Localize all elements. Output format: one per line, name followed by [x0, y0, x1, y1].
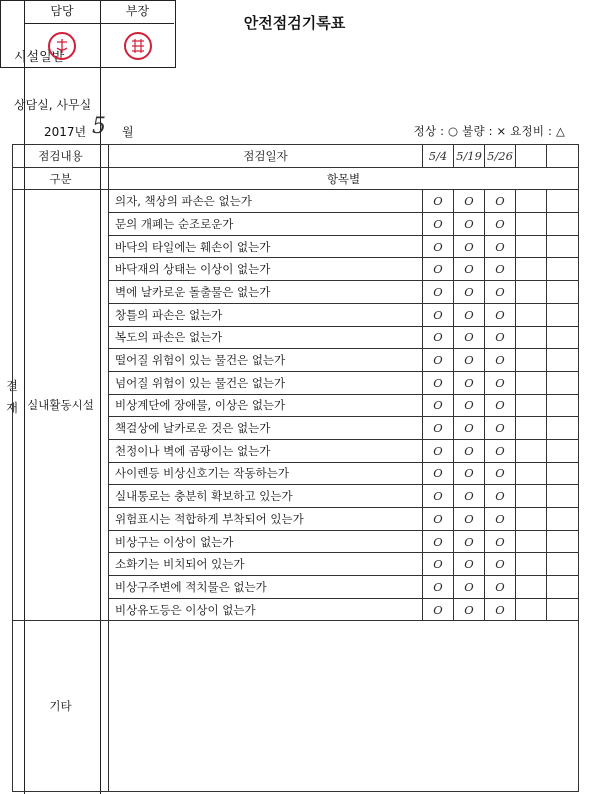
check-mark-cell: O [423, 394, 454, 417]
check-mark-cell: O [454, 576, 485, 599]
check-mark-cell: O [485, 417, 516, 440]
check-mark-cell [516, 508, 547, 531]
check-mark-cell [547, 235, 579, 258]
date-cell: 5/4 [423, 145, 454, 168]
check-mark-cell: O [485, 508, 516, 531]
section-other: 기타 [13, 621, 109, 792]
form-title: 안전점검기록표 [243, 14, 346, 32]
table-row [13, 190, 579, 213]
inspection-table [12, 144, 579, 792]
check-mark-cell: O [454, 258, 485, 281]
status-legend: 정상 : ○ 불량 : × 요정비 : △ [413, 124, 565, 138]
check-mark-cell: O [454, 190, 485, 213]
check-mark-cell: O [423, 303, 454, 326]
check-mark-cell: O [423, 598, 454, 621]
check-mark-cell: O [454, 235, 485, 258]
check-mark-cell: O [423, 281, 454, 304]
year-label: 2017년 [44, 125, 87, 139]
check-mark-cell: O [485, 190, 516, 213]
other-notes-area [109, 621, 579, 792]
check-mark-cell [547, 349, 579, 372]
checklist-item-text: 비상유도등은 이상이 없는가 [109, 598, 423, 621]
check-mark-cell [516, 190, 547, 213]
check-mark-cell: O [454, 417, 485, 440]
date-cell: 5/19 [454, 145, 485, 168]
check-mark-cell [516, 371, 547, 394]
check-mark-cell: O [423, 576, 454, 599]
check-mark-cell: O [423, 530, 454, 553]
checklist-item-text: 천정이나 벽에 곰팡이는 없는가 [109, 439, 423, 462]
check-mark-cell [516, 439, 547, 462]
check-mark-cell [547, 258, 579, 281]
manager-seal-stamp [124, 32, 152, 60]
check-mark-cell: O [454, 508, 485, 531]
check-mark-cell [516, 530, 547, 553]
check-mark-cell: O [485, 485, 516, 508]
check-mark-cell: O [485, 303, 516, 326]
check-mark-cell [516, 281, 547, 304]
checklist-item-text: 비상구는 이상이 없는가 [109, 530, 423, 553]
check-mark-cell [547, 485, 579, 508]
checklist-item-text: 복도의 파손은 없는가 [109, 326, 423, 349]
check-mark-cell: O [423, 485, 454, 508]
date-cell: 5/26 [485, 145, 516, 168]
check-mark-cell [516, 598, 547, 621]
check-mark-cell: O [454, 281, 485, 304]
check-mark-cell [516, 326, 547, 349]
checklist-item-text: 벽에 날카로운 돌출물은 없는가 [109, 281, 423, 304]
date-cell [516, 145, 547, 168]
check-mark-cell: O [454, 553, 485, 576]
check-mark-cell: O [423, 553, 454, 576]
header-row-date [13, 145, 579, 168]
check-mark-cell [516, 576, 547, 599]
checklist-item-text: 창틀의 파손은 없는가 [109, 303, 423, 326]
month-handwritten: 5 [92, 114, 106, 139]
approval-header-manager: 부장 [101, 0, 174, 24]
check-mark-cell: O [485, 371, 516, 394]
header-row-category [13, 167, 579, 190]
facility-category-label: 시설일반 [14, 50, 65, 65]
check-mark-cell: O [423, 508, 454, 531]
check-mark-cell: O [454, 485, 485, 508]
check-mark-cell [547, 213, 579, 236]
check-mark-cell: O [485, 439, 516, 462]
check-mark-cell: O [423, 326, 454, 349]
check-mark-cell: O [454, 530, 485, 553]
checklist-item-text: 책걸상에 날카로운 것은 없는가 [109, 417, 423, 440]
check-mark-cell: O [485, 598, 516, 621]
check-mark-cell: O [485, 530, 516, 553]
check-mark-cell: O [423, 190, 454, 213]
check-mark-cell: O [454, 349, 485, 372]
approval-label-char-2: 재 [6, 401, 18, 415]
check-mark-cell: O [423, 213, 454, 236]
check-mark-cell: O [485, 394, 516, 417]
check-mark-cell: O [423, 439, 454, 462]
check-mark-cell: O [423, 462, 454, 485]
check-mark-cell: O [454, 439, 485, 462]
check-mark-cell [547, 417, 579, 440]
check-mark-cell: O [423, 235, 454, 258]
check-mark-cell [516, 553, 547, 576]
check-mark-cell [516, 303, 547, 326]
checklist-item-text: 사이렌등 비상신호기는 작동하는가 [109, 462, 423, 485]
check-mark-cell: O [485, 281, 516, 304]
check-mark-cell: O [485, 553, 516, 576]
check-mark-cell [547, 439, 579, 462]
check-mark-cell [516, 417, 547, 440]
check-mark-cell: O [454, 598, 485, 621]
check-mark-cell: O [485, 326, 516, 349]
check-mark-cell [516, 349, 547, 372]
checklist-item-text: 떨어질 위험이 있는 물건은 없는가 [109, 349, 423, 372]
check-mark-cell [516, 213, 547, 236]
header-inspection-date: 점검일자 [109, 145, 423, 168]
check-mark-cell [547, 530, 579, 553]
approval-header-staff: 담당 [24, 0, 100, 24]
check-mark-cell [547, 394, 579, 417]
check-mark-cell [516, 394, 547, 417]
check-mark-cell [547, 598, 579, 621]
check-mark-cell: O [454, 326, 485, 349]
check-mark-cell: O [485, 235, 516, 258]
header-category: 구분 [13, 167, 109, 190]
checklist-item-text: 비상구주변에 적치물은 없는가 [109, 576, 423, 599]
checklist-item-text: 비상계단에 장애물, 이상은 없는가 [109, 394, 423, 417]
location-label: 상담실, 사무실 [14, 98, 92, 112]
checklist-item-text: 위험표시는 적합하게 부착되어 있는가 [109, 508, 423, 531]
check-mark-cell: O [454, 213, 485, 236]
check-mark-cell: O [423, 417, 454, 440]
month-label: 월 [122, 125, 134, 139]
check-mark-cell [547, 303, 579, 326]
check-mark-cell: O [454, 303, 485, 326]
approval-label-char-1: 결 [6, 379, 18, 393]
checklist-item-text: 의자, 책상의 파손은 없는가 [109, 190, 423, 213]
check-mark-cell [547, 553, 579, 576]
checklist-item-text: 바닥의 타일에는 훼손이 없는가 [109, 235, 423, 258]
other-section-row [13, 621, 579, 792]
check-mark-cell: O [454, 462, 485, 485]
check-mark-cell: O [454, 371, 485, 394]
check-mark-cell: O [485, 462, 516, 485]
check-mark-cell [547, 281, 579, 304]
header-items: 항목별 [109, 167, 579, 190]
check-mark-cell: O [485, 258, 516, 281]
checklist-item-text: 바닥재의 상태는 이상이 없는가 [109, 258, 423, 281]
checklist-item-text: 소화기는 비치되어 있는가 [109, 553, 423, 576]
check-mark-cell [547, 190, 579, 213]
check-mark-cell [516, 258, 547, 281]
staff-seal-stamp [48, 32, 76, 60]
check-mark-cell: O [423, 258, 454, 281]
header-inspection-content: 점검내용 [13, 145, 109, 168]
check-mark-cell [547, 462, 579, 485]
check-mark-cell: O [485, 349, 516, 372]
check-mark-cell: O [485, 576, 516, 599]
check-mark-cell: O [485, 213, 516, 236]
check-mark-cell [516, 485, 547, 508]
check-mark-cell [547, 576, 579, 599]
check-mark-cell [516, 462, 547, 485]
check-mark-cell [547, 371, 579, 394]
check-mark-cell: O [454, 394, 485, 417]
date-cell [547, 145, 579, 168]
check-mark-cell: O [423, 371, 454, 394]
check-mark-cell [516, 235, 547, 258]
section-indoor-facilities: 실내활동시설 [13, 190, 109, 621]
checklist-item-text: 실내통로는 충분히 확보하고 있는가 [109, 485, 423, 508]
check-mark-cell [547, 326, 579, 349]
check-mark-cell [547, 508, 579, 531]
checklist-item-text: 문의 개폐는 순조로운가 [109, 213, 423, 236]
check-mark-cell: O [423, 349, 454, 372]
checklist-item-text: 넘어질 위험이 있는 물건은 없는가 [109, 371, 423, 394]
